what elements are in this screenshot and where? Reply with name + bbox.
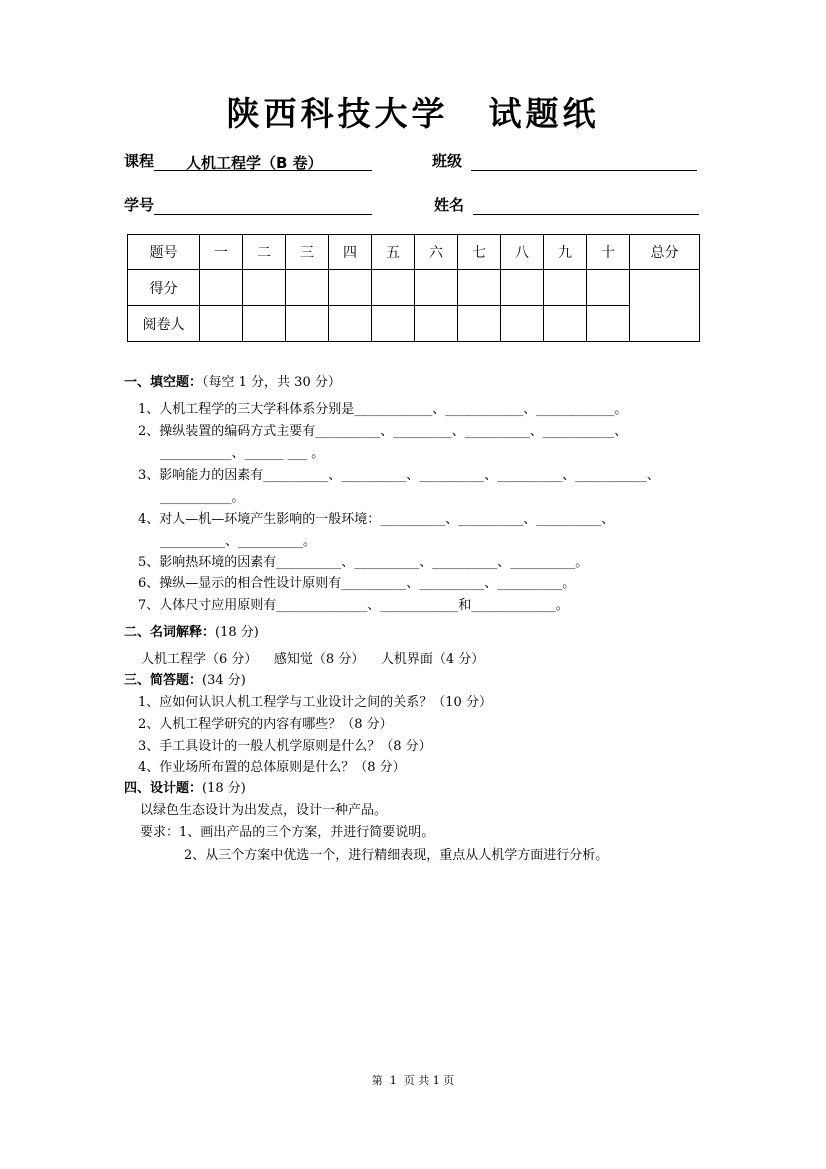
header-cell: 二 <box>243 235 286 270</box>
grader-cell[interactable] <box>200 306 243 342</box>
section-2-title: 二、名词解释： <box>124 625 216 640</box>
question-line: 5、影响热环境的因素有__________、__________、__________、__________。 <box>138 555 589 570</box>
student-id-input-line[interactable] <box>154 196 372 215</box>
section-1-title: 一、填空题： <box>124 375 203 390</box>
question-line: 3、手工具设计的一般人机学原则是什么？（8 分） <box>138 739 432 754</box>
grader-cell[interactable] <box>286 306 329 342</box>
student-id-field <box>124 194 372 215</box>
design-task-line: 以绿色生态设计为出发点，设计一种产品。 <box>140 803 388 818</box>
total-score-cell[interactable] <box>630 270 700 342</box>
score-cell[interactable] <box>501 270 544 306</box>
question-line: 4、对人—机—环境产生影响的一般环境：__________、__________、__________、 <box>138 512 615 527</box>
section-1-heading <box>124 371 341 390</box>
design-requirement-line: 要求：1、画出产品的三个方案，并进行简要说明。 <box>140 825 435 840</box>
score-cell[interactable] <box>587 270 630 306</box>
question-line: 6、操纵—显示的相合性设计原则有__________、__________、__________。 <box>138 576 576 591</box>
header-cell: 八 <box>501 235 544 270</box>
question-line: 1、应如何认识人机工程学与工业设计之间的关系？（10 分） <box>138 695 492 710</box>
question-line-cont: __________、__________。 <box>160 534 317 549</box>
header-cell: 三 <box>286 235 329 270</box>
course-label: 课程 <box>124 152 155 170</box>
header-cell: 四 <box>329 235 372 270</box>
course-value: 人机工程学（B 卷） <box>186 154 323 172</box>
score-cell[interactable] <box>329 270 372 306</box>
name-input-line[interactable] <box>473 196 699 215</box>
grader-cell[interactable] <box>501 306 544 342</box>
terms-line: 人机工程学（6 分） 感知觉（8 分） 人机界面（4 分） <box>141 652 485 667</box>
score-cell[interactable] <box>458 270 501 306</box>
page-title <box>0 88 826 135</box>
question-line: 2、操纵装置的编码方式主要有__________、_________、__________、___________、 <box>138 424 628 439</box>
grader-cell[interactable] <box>587 306 630 342</box>
section-4-note: (18 分) <box>202 781 246 796</box>
question-line: 7、人体尺寸应用原则有______________、____________和_____________。 <box>138 598 569 613</box>
grader-cell[interactable] <box>458 306 501 342</box>
section-1-note: （每空 1 分，共 30 分） <box>202 375 341 390</box>
grader-cell[interactable] <box>544 306 587 342</box>
header-cell: 六 <box>415 235 458 270</box>
header-cell: 五 <box>372 235 415 270</box>
header-cell: 七 <box>458 235 501 270</box>
grader-cell[interactable] <box>329 306 372 342</box>
name-label: 姓名 <box>434 196 465 214</box>
row-label-grader: 阅卷人 <box>128 306 200 342</box>
score-cell[interactable] <box>415 270 458 306</box>
grader-cell[interactable] <box>415 306 458 342</box>
section-3-title: 三、简答题： <box>124 673 203 688</box>
design-requirement-line: 2、从三个方案中优选一个，进行精细表现，重点从人机学方面进行分析。 <box>184 848 609 863</box>
score-cell[interactable] <box>200 270 243 306</box>
section-2-heading <box>124 621 259 640</box>
header-cell-total: 总分 <box>630 235 700 270</box>
score-cell[interactable] <box>372 270 415 306</box>
paper-type: 试题纸 <box>488 94 600 133</box>
score-cell[interactable] <box>243 270 286 306</box>
student-id-label: 学号 <box>124 196 155 214</box>
course-field <box>124 150 372 171</box>
header-cell: 十 <box>587 235 630 270</box>
name-field <box>434 194 699 215</box>
score-row <box>128 270 700 306</box>
section-4-heading <box>124 777 246 796</box>
class-label: 班级 <box>432 152 463 170</box>
grader-cell[interactable] <box>372 306 415 342</box>
grader-cell[interactable] <box>243 306 286 342</box>
section-3-note: (34 分) <box>202 673 246 688</box>
score-table <box>127 234 700 342</box>
question-line: 3、影响能力的因素有__________、__________、__________、__________、___________、 <box>138 468 660 483</box>
score-cell[interactable] <box>544 270 587 306</box>
header-cell: 一 <box>200 235 243 270</box>
section-3-heading <box>124 669 246 688</box>
class-input-line[interactable] <box>471 152 697 171</box>
page-footer: 第 1 页 共 1 页 <box>371 1074 455 1087</box>
university-name: 陕西科技大学 <box>226 94 449 133</box>
question-line: 4、作业场所布置的总体原则是什么？（8 分） <box>138 760 406 775</box>
header-cell: 九 <box>544 235 587 270</box>
question-line-cont: ___________、______ ___ 。 <box>160 446 325 461</box>
score-header-row <box>128 235 700 270</box>
question-line: 1、人机工程学的三大学科体系分别是____________、____________、____________。 <box>138 402 628 417</box>
section-4-title: 四、设计题： <box>124 781 203 796</box>
question-line-cont: ___________。 <box>160 490 245 505</box>
question-line: 2、人机工程学研究的内容有哪些？（8 分） <box>138 717 393 732</box>
grader-row <box>128 306 700 342</box>
header-cell: 题号 <box>128 235 200 270</box>
score-cell[interactable] <box>286 270 329 306</box>
section-2-note: (18 分) <box>215 625 259 640</box>
course-underline <box>154 152 372 171</box>
row-label-score: 得分 <box>128 270 200 306</box>
class-field <box>432 150 697 171</box>
